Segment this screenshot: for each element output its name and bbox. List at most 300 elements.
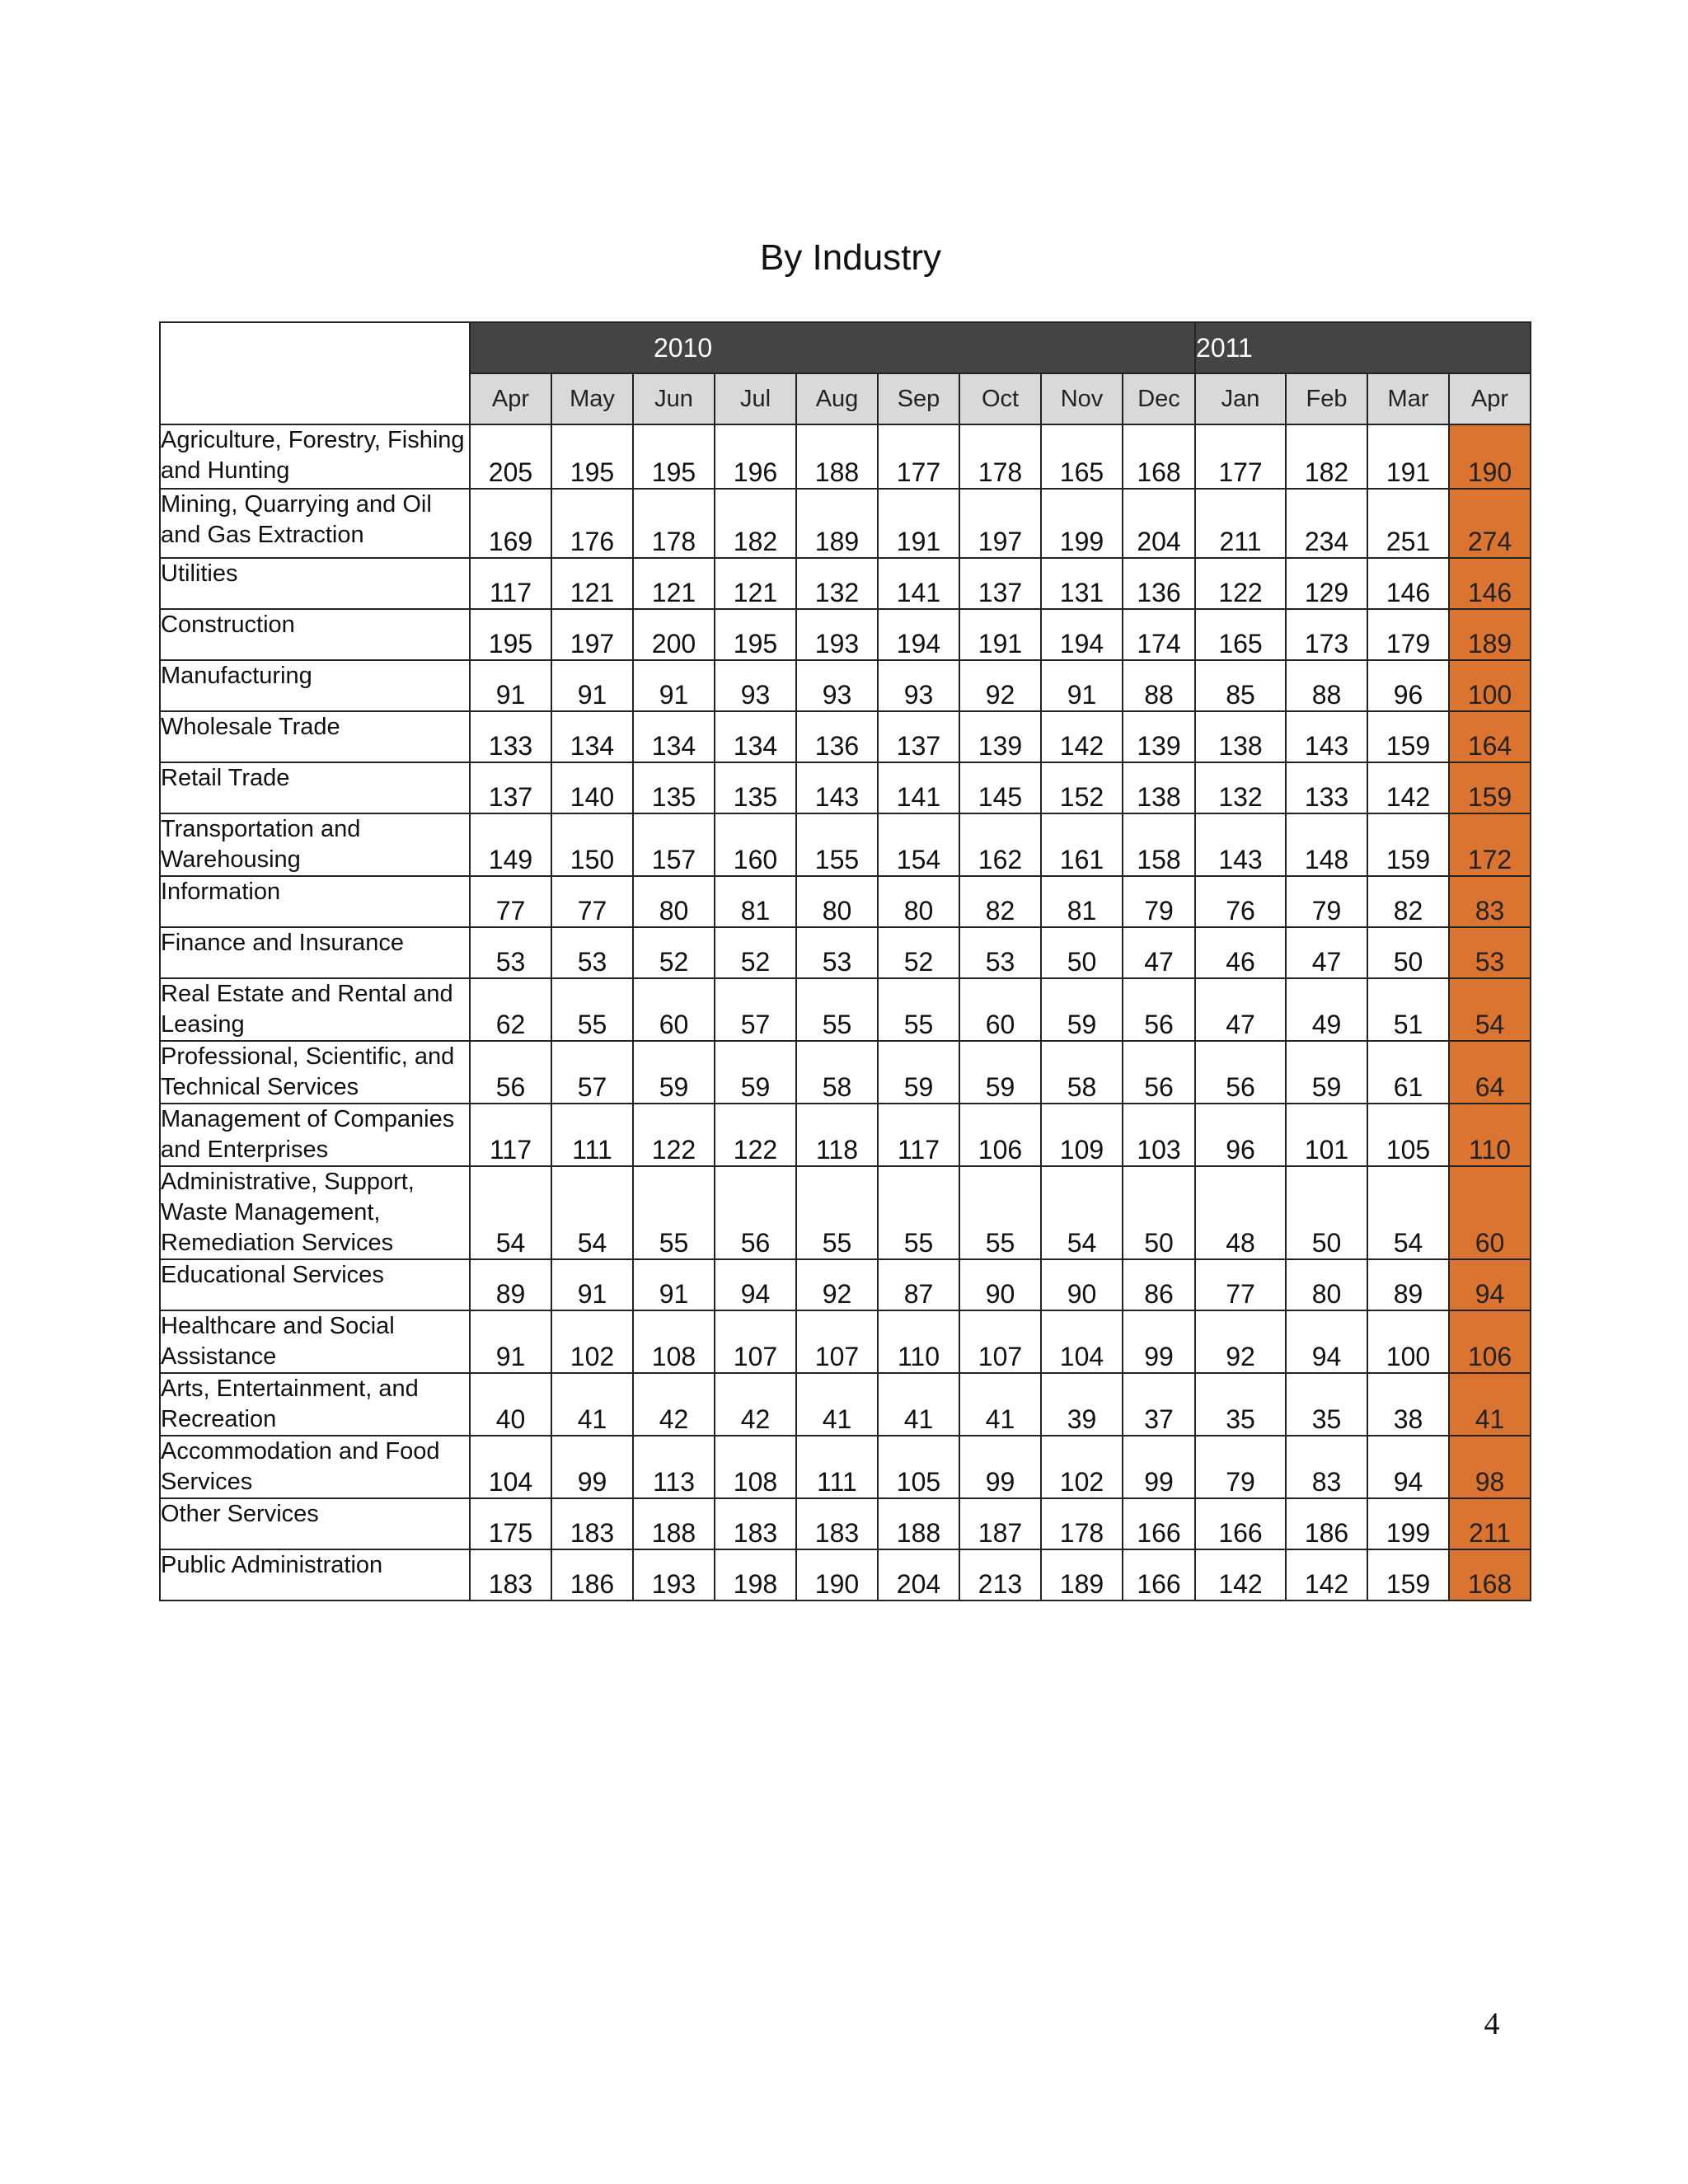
value-cell: 52 [715,927,796,978]
value-cell: 139 [959,711,1041,762]
value-cell: 56 [1123,1041,1195,1104]
value-cell: 35 [1195,1373,1286,1436]
value-cell: 81 [1041,876,1123,927]
value-cell: 50 [1367,927,1449,978]
value-cell: 53 [796,927,878,978]
month-header: Aug [796,373,878,424]
value-cell: 54 [470,1166,551,1259]
value-cell: 178 [1041,1498,1123,1549]
value-cell: 111 [551,1104,633,1166]
value-cell: 213 [959,1549,1041,1601]
value-cell: 191 [1367,424,1449,489]
value-cell: 143 [1286,711,1367,762]
value-cell: 159 [1367,711,1449,762]
table-row [160,978,1531,1041]
value-cell: 53 [551,927,633,978]
value-cell: 50 [1286,1166,1367,1259]
value-cell: 59 [715,1041,796,1104]
value-cell: 191 [878,489,959,558]
value-cell: 55 [878,978,959,1041]
value-cell: 132 [1195,762,1286,813]
highlighted-value-cell: 106 [1449,1310,1531,1373]
value-cell: 79 [1195,1436,1286,1498]
industry-name-cell: Construction [160,609,470,660]
value-cell: 152 [1041,762,1123,813]
value-cell: 205 [470,424,551,489]
value-cell: 137 [878,711,959,762]
value-cell: 122 [1195,558,1286,609]
value-cell: 80 [796,876,878,927]
month-header: Apr [1449,373,1531,424]
industry-name-cell: Other Services [160,1498,470,1549]
value-cell: 149 [470,813,551,876]
month-header: Nov [1041,373,1123,424]
table-row [160,558,1531,609]
month-header: Oct [959,373,1041,424]
highlighted-value-cell: 190 [1449,424,1531,489]
highlighted-value-cell: 146 [1449,558,1531,609]
value-cell: 162 [959,813,1041,876]
table-row [160,1041,1531,1104]
corner-cell [160,322,470,424]
value-cell: 93 [715,660,796,711]
value-cell: 99 [959,1436,1041,1498]
value-cell: 188 [878,1498,959,1549]
value-cell: 122 [715,1104,796,1166]
value-cell: 40 [470,1373,551,1436]
value-cell: 155 [796,813,878,876]
value-cell: 87 [878,1259,959,1310]
value-cell: 106 [959,1104,1041,1166]
value-cell: 193 [796,609,878,660]
value-cell: 143 [796,762,878,813]
value-cell: 189 [796,489,878,558]
value-cell: 54 [1367,1166,1449,1259]
value-cell: 134 [551,711,633,762]
value-cell: 178 [959,424,1041,489]
value-cell: 60 [633,978,715,1041]
value-cell: 139 [1123,711,1195,762]
industry-name-cell: Utilities [160,558,470,609]
value-cell: 158 [1123,813,1195,876]
value-cell: 198 [715,1549,796,1601]
value-cell: 51 [1367,978,1449,1041]
value-cell: 118 [796,1104,878,1166]
highlighted-value-cell: 168 [1449,1549,1531,1601]
value-cell: 182 [715,489,796,558]
value-cell: 182 [1286,424,1367,489]
value-cell: 200 [633,609,715,660]
value-cell: 189 [1041,1549,1123,1601]
value-cell: 186 [1286,1498,1367,1549]
industry-name-cell: Management of Companies and Enterprises [160,1104,470,1166]
value-cell: 234 [1286,489,1367,558]
value-cell: 90 [1041,1259,1123,1310]
value-cell: 99 [551,1436,633,1498]
value-cell: 183 [551,1498,633,1549]
value-cell: 191 [959,609,1041,660]
table-row [160,711,1531,762]
value-cell: 133 [1286,762,1367,813]
value-cell: 37 [1123,1373,1195,1436]
industry-name-cell: Educational Services [160,1259,470,1310]
value-cell: 110 [878,1310,959,1373]
value-cell: 159 [1367,813,1449,876]
value-cell: 179 [1367,609,1449,660]
value-cell: 204 [878,1549,959,1601]
value-cell: 101 [1286,1104,1367,1166]
page-title: By Industry [759,237,942,278]
value-cell: 107 [959,1310,1041,1373]
value-cell: 142 [1286,1549,1367,1601]
value-cell: 59 [959,1041,1041,1104]
value-cell: 59 [633,1041,715,1104]
value-cell: 186 [551,1549,633,1601]
highlighted-value-cell: 94 [1449,1259,1531,1310]
table-row [160,1436,1531,1498]
highlighted-value-cell: 98 [1449,1436,1531,1498]
value-cell: 190 [796,1549,878,1601]
value-cell: 121 [551,558,633,609]
value-cell: 107 [715,1310,796,1373]
value-cell: 211 [1195,489,1286,558]
value-cell: 80 [1286,1259,1367,1310]
value-cell: 161 [1041,813,1123,876]
value-cell: 175 [470,1498,551,1549]
value-cell: 56 [1123,978,1195,1041]
industry-name-cell: Real Estate and Rental and Leasing [160,978,470,1041]
highlighted-value-cell: 164 [1449,711,1531,762]
value-cell: 113 [633,1436,715,1498]
highlighted-value-cell: 274 [1449,489,1531,558]
table-row [160,660,1531,711]
value-cell: 166 [1123,1498,1195,1549]
month-header: Jun [633,373,715,424]
value-cell: 46 [1195,927,1286,978]
value-cell: 194 [1041,609,1123,660]
industry-name-cell: Professional, Scientific, and Technical Services [160,1041,470,1104]
value-cell: 136 [1123,558,1195,609]
value-cell: 47 [1123,927,1195,978]
value-cell: 141 [878,558,959,609]
value-cell: 157 [633,813,715,876]
page-number: 4 [1484,2007,1500,2041]
value-cell: 41 [878,1373,959,1436]
value-cell: 38 [1367,1373,1449,1436]
value-cell: 108 [633,1310,715,1373]
industry-name-cell: Agriculture, Forestry, Fishing and Hunting [160,424,470,489]
value-cell: 54 [551,1166,633,1259]
value-cell: 154 [878,813,959,876]
value-cell: 188 [796,424,878,489]
value-cell: 59 [878,1041,959,1104]
value-cell: 90 [959,1259,1041,1310]
value-cell: 146 [1367,558,1449,609]
value-cell: 55 [878,1166,959,1259]
value-cell: 117 [470,1104,551,1166]
value-cell: 104 [1041,1310,1123,1373]
value-cell: 107 [796,1310,878,1373]
month-header: Feb [1286,373,1367,424]
value-cell: 137 [959,558,1041,609]
table-row [160,813,1531,876]
industry-name-cell: Public Administration [160,1549,470,1601]
value-cell: 88 [1286,660,1367,711]
value-cell: 160 [715,813,796,876]
value-cell: 91 [551,660,633,711]
value-cell: 140 [551,762,633,813]
value-cell: 136 [796,711,878,762]
industry-name-cell: Healthcare and Social Assistance [160,1310,470,1373]
value-cell: 100 [1367,1310,1449,1373]
value-cell: 197 [551,609,633,660]
highlighted-value-cell: 53 [1449,927,1531,978]
value-cell: 92 [796,1259,878,1310]
industry-name-cell: Retail Trade [160,762,470,813]
value-cell: 79 [1286,876,1367,927]
value-cell: 85 [1195,660,1286,711]
table-row [160,1549,1531,1601]
value-cell: 91 [633,660,715,711]
value-cell: 81 [715,876,796,927]
value-cell: 195 [715,609,796,660]
month-header: Apr [470,373,551,424]
value-cell: 99 [1123,1436,1195,1498]
value-cell: 145 [959,762,1041,813]
value-cell: 193 [633,1549,715,1601]
value-cell: 39 [1041,1373,1123,1436]
value-cell: 56 [470,1041,551,1104]
industry-name-cell: Accommodation and Food Services [160,1436,470,1498]
value-cell: 137 [470,762,551,813]
table-row [160,1498,1531,1549]
value-cell: 89 [1367,1259,1449,1310]
value-cell: 135 [715,762,796,813]
value-cell: 59 [1286,1041,1367,1104]
value-cell: 195 [551,424,633,489]
month-header: May [551,373,633,424]
value-cell: 138 [1195,711,1286,762]
highlighted-value-cell: 41 [1449,1373,1531,1436]
value-cell: 91 [1041,660,1123,711]
value-cell: 105 [878,1436,959,1498]
value-cell: 91 [551,1259,633,1310]
value-cell: 55 [796,1166,878,1259]
table-row [160,1373,1531,1436]
value-cell: 91 [470,660,551,711]
value-cell: 196 [715,424,796,489]
value-cell: 133 [470,711,551,762]
value-cell: 42 [715,1373,796,1436]
value-cell: 166 [1123,1549,1195,1601]
value-cell: 93 [796,660,878,711]
value-cell: 199 [1041,489,1123,558]
value-cell: 131 [1041,558,1123,609]
value-cell: 102 [551,1310,633,1373]
value-cell: 148 [1286,813,1367,876]
month-header: Sep [878,373,959,424]
value-cell: 41 [551,1373,633,1436]
value-cell: 134 [715,711,796,762]
highlighted-value-cell: 54 [1449,978,1531,1041]
value-cell: 169 [470,489,551,558]
value-cell: 59 [1041,978,1123,1041]
value-cell: 62 [470,978,551,1041]
highlighted-value-cell: 189 [1449,609,1531,660]
value-cell: 199 [1367,1498,1449,1549]
value-cell: 48 [1195,1166,1286,1259]
value-cell: 187 [959,1498,1041,1549]
value-cell: 92 [959,660,1041,711]
value-cell: 53 [470,927,551,978]
value-cell: 61 [1367,1041,1449,1104]
value-cell: 177 [878,424,959,489]
value-cell: 82 [1367,876,1449,927]
table-row [160,762,1531,813]
month-header: Mar [1367,373,1449,424]
value-cell: 60 [959,978,1041,1041]
value-cell: 56 [715,1166,796,1259]
value-cell: 55 [796,978,878,1041]
value-cell: 117 [878,1104,959,1166]
value-cell: 41 [796,1373,878,1436]
value-cell: 55 [633,1166,715,1259]
value-cell: 80 [878,876,959,927]
value-cell: 109 [1041,1104,1123,1166]
value-cell: 183 [470,1549,551,1601]
value-cell: 94 [1286,1310,1367,1373]
table-row [160,1166,1531,1259]
value-cell: 94 [715,1259,796,1310]
month-header: Jan [1195,373,1286,424]
industry-name-cell: Mining, Quarrying and Oil and Gas Extraction [160,489,470,558]
value-cell: 35 [1286,1373,1367,1436]
industry-name-cell: Administrative, Support, Waste Management, Remediation Services [160,1166,470,1259]
value-cell: 54 [1041,1166,1123,1259]
value-cell: 135 [633,762,715,813]
value-cell: 47 [1286,927,1367,978]
value-cell: 122 [633,1104,715,1166]
value-cell: 183 [796,1498,878,1549]
highlighted-value-cell: 211 [1449,1498,1531,1549]
value-cell: 183 [715,1498,796,1549]
value-cell: 50 [1123,1166,1195,1259]
industry-name-cell: Information [160,876,470,927]
industry-name-cell: Manufacturing [160,660,470,711]
value-cell: 47 [1195,978,1286,1041]
value-cell: 251 [1367,489,1449,558]
value-cell: 134 [633,711,715,762]
value-cell: 108 [715,1436,796,1498]
value-cell: 42 [633,1373,715,1436]
year-header-2011: 2011 [1195,322,1531,373]
value-cell: 41 [959,1373,1041,1436]
value-cell: 173 [1286,609,1367,660]
table-row [160,489,1531,558]
value-cell: 138 [1123,762,1195,813]
value-cell: 91 [470,1310,551,1373]
highlighted-value-cell: 172 [1449,813,1531,876]
value-cell: 57 [551,1041,633,1104]
value-cell: 104 [470,1436,551,1498]
month-header: Jul [715,373,796,424]
value-cell: 165 [1041,424,1123,489]
highlighted-value-cell: 100 [1449,660,1531,711]
value-cell: 168 [1123,424,1195,489]
value-cell: 52 [633,927,715,978]
industry-name-cell: Transportation and Warehousing [160,813,470,876]
table-body [160,424,1531,1601]
value-cell: 55 [551,978,633,1041]
value-cell: 159 [1367,1549,1449,1601]
value-cell: 77 [470,876,551,927]
value-cell: 79 [1123,876,1195,927]
value-cell: 143 [1195,813,1286,876]
value-cell: 88 [1123,660,1195,711]
highlighted-value-cell: 110 [1449,1104,1531,1166]
table-row [160,1310,1531,1373]
highlighted-value-cell: 83 [1449,876,1531,927]
value-cell: 141 [878,762,959,813]
value-cell: 93 [878,660,959,711]
highlighted-value-cell: 159 [1449,762,1531,813]
value-cell: 142 [1367,762,1449,813]
value-cell: 132 [796,558,878,609]
value-cell: 58 [796,1041,878,1104]
value-cell: 56 [1195,1041,1286,1104]
value-cell: 178 [633,489,715,558]
table-row [160,927,1531,978]
industry-name-cell: Arts, Entertainment, and Recreation [160,1373,470,1436]
value-cell: 204 [1123,489,1195,558]
value-cell: 49 [1286,978,1367,1041]
industry-table [159,321,1531,1601]
value-cell: 177 [1195,424,1286,489]
value-cell: 82 [959,876,1041,927]
value-cell: 53 [959,927,1041,978]
value-cell: 129 [1286,558,1367,609]
value-cell: 99 [1123,1310,1195,1373]
value-cell: 102 [1041,1436,1123,1498]
industry-name-cell: Wholesale Trade [160,711,470,762]
value-cell: 96 [1195,1104,1286,1166]
table-row [160,1104,1531,1166]
table-row [160,609,1531,660]
value-cell: 91 [633,1259,715,1310]
value-cell: 58 [1041,1041,1123,1104]
year-header-row [160,322,1531,373]
value-cell: 86 [1123,1259,1195,1310]
value-cell: 80 [633,876,715,927]
month-header: Dec [1123,373,1195,424]
value-cell: 83 [1286,1436,1367,1498]
industry-name-cell: Finance and Insurance [160,927,470,978]
value-cell: 105 [1367,1104,1449,1166]
value-cell: 50 [1041,927,1123,978]
table-row [160,1259,1531,1310]
value-cell: 57 [715,978,796,1041]
year-header-2010: 2010 [470,322,1195,373]
value-cell: 92 [1195,1310,1286,1373]
value-cell: 117 [470,558,551,609]
value-cell: 166 [1195,1498,1286,1549]
value-cell: 55 [959,1166,1041,1259]
value-cell: 89 [470,1259,551,1310]
table-row [160,424,1531,489]
value-cell: 194 [878,609,959,660]
value-cell: 121 [633,558,715,609]
value-cell: 77 [551,876,633,927]
